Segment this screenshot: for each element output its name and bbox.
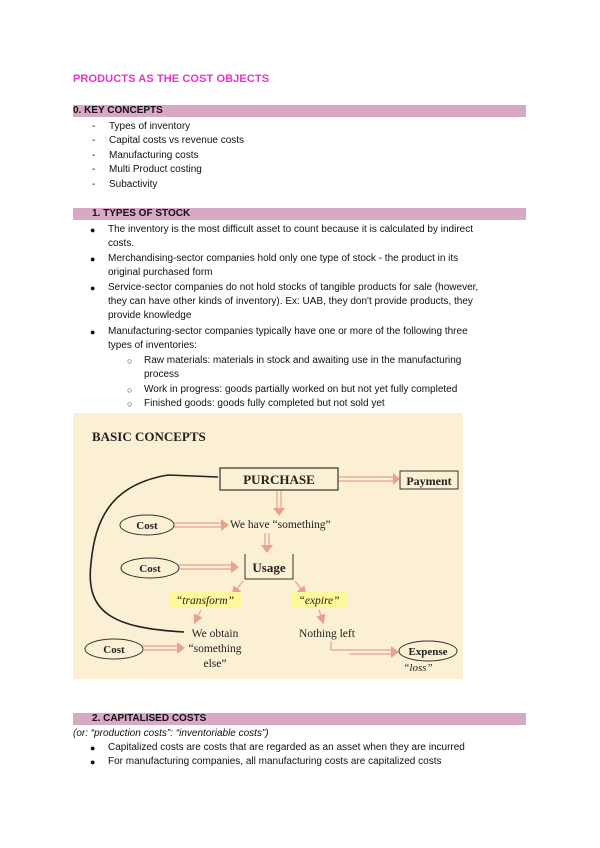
sub-bullet-line: Work in progress: goods partially worked on but not yet fully completed	[144, 384, 458, 395]
we-have-something-label: We have “something”	[230, 519, 331, 531]
section-subtitle: (or: “production costs”: “inventoriable costs”)	[73, 728, 269, 739]
list-item: Multi Product costing	[109, 164, 202, 175]
bullet-line: Merchandising-sector companies hold only one type of stock - the product in its	[108, 253, 459, 264]
bullet-marker: ●	[90, 225, 96, 235]
bullet-marker: ●	[90, 327, 96, 337]
loop-curve	[90, 475, 218, 632]
list-item: Types of inventory	[109, 121, 191, 132]
we-obtain-line2: “something	[188, 643, 242, 655]
section-heading-key-concepts: 0. KEY CONCEPTS	[73, 105, 163, 116]
diagram-title: BASIC CONCEPTS	[92, 429, 206, 444]
dash-marker: -	[92, 164, 96, 175]
sub-bullet-line: Raw materials: materials in stock and awaiting use in the manufacturing	[144, 355, 462, 366]
arrowhead-expense	[391, 646, 399, 658]
dash-marker: -	[92, 150, 96, 161]
bullet-line: The inventory is the most difficult asset to count because it is calculated by indirect	[108, 224, 473, 235]
circle-marker: ○	[127, 385, 133, 395]
transform-label: “transform”	[175, 595, 235, 607]
arrowhead-purchase-down	[273, 508, 285, 516]
arrow-expire-nothing	[319, 610, 323, 622]
dash-marker: -	[92, 179, 96, 190]
we-obtain-line1: We obtain	[191, 628, 239, 640]
bullet-line: costs.	[108, 238, 135, 249]
list-item: Capital costs vs revenue costs	[109, 135, 245, 146]
arrow-transform-obtain	[195, 610, 201, 622]
basic-concepts-diagram	[73, 413, 463, 679]
expense-label: Expense	[408, 646, 448, 658]
section-heading-types-of-stock: 1. TYPES OF STOCK	[92, 208, 191, 219]
bullet-marker: ●	[90, 283, 96, 293]
expire-label: “expire”	[298, 595, 340, 607]
arrowhead-purchase-payment	[393, 473, 400, 485]
loss-label: “loss”	[403, 662, 433, 674]
diagram-svg	[73, 413, 463, 679]
payment-label: Payment	[406, 474, 452, 488]
circle-marker: ○	[127, 356, 133, 366]
bullet-line: For manufacturing companies, all manufacturing costs are capitalized costs	[108, 756, 442, 767]
purchase-label: PURCHASE	[243, 472, 315, 487]
bullet-line: Manufacturing-sector companies typically have one or more of the following three	[108, 326, 468, 337]
list-item: Manufacturing costs	[109, 150, 199, 161]
arrowhead-cost3	[177, 642, 185, 654]
arrowhead-have-usage	[261, 545, 273, 553]
usage-label: Usage	[252, 560, 286, 575]
bullet-line: Service-sector companies do not hold stocks of tangible products for sale (however,	[108, 282, 479, 293]
cost-label-3: Cost	[103, 644, 125, 656]
arrowhead-cost2	[231, 561, 239, 573]
bullet-line: provide knowledge	[108, 310, 192, 321]
bullet-line: original purchased form	[108, 267, 213, 278]
list-item: Subactivity	[109, 179, 158, 190]
section-heading-capitalised-costs: 2. CAPITALISED COSTS	[92, 713, 207, 724]
arrowhead-cost1	[221, 519, 229, 531]
arrow-nothing-expense	[331, 641, 393, 650]
dash-marker: -	[92, 121, 96, 132]
bullet-line: they can have other kinds of inventory). Ex: UAB, they don't provide products, they	[108, 296, 473, 307]
cost-label-1: Cost	[136, 520, 158, 532]
cost-label-2: Cost	[139, 563, 161, 575]
sub-bullet-line: Finished goods: goods fully completed but not sold yet	[144, 398, 385, 409]
nothing-left-label: Nothing left	[299, 628, 355, 640]
bullet-marker: ●	[90, 254, 96, 264]
bullet-line: types of inventories:	[108, 340, 197, 351]
dash-marker: -	[92, 135, 96, 146]
we-obtain-line3: else”	[203, 658, 227, 670]
sub-bullet-line: process	[144, 369, 180, 380]
page-title: PRODUCTS AS THE COST OBJECTS	[73, 73, 270, 85]
bullet-marker: ●	[90, 757, 96, 767]
bullet-marker: ●	[90, 743, 96, 753]
circle-marker: ○	[127, 399, 133, 409]
bullet-line: Capitalized costs are costs that are regarded as an asset when they are incurred	[108, 742, 465, 753]
